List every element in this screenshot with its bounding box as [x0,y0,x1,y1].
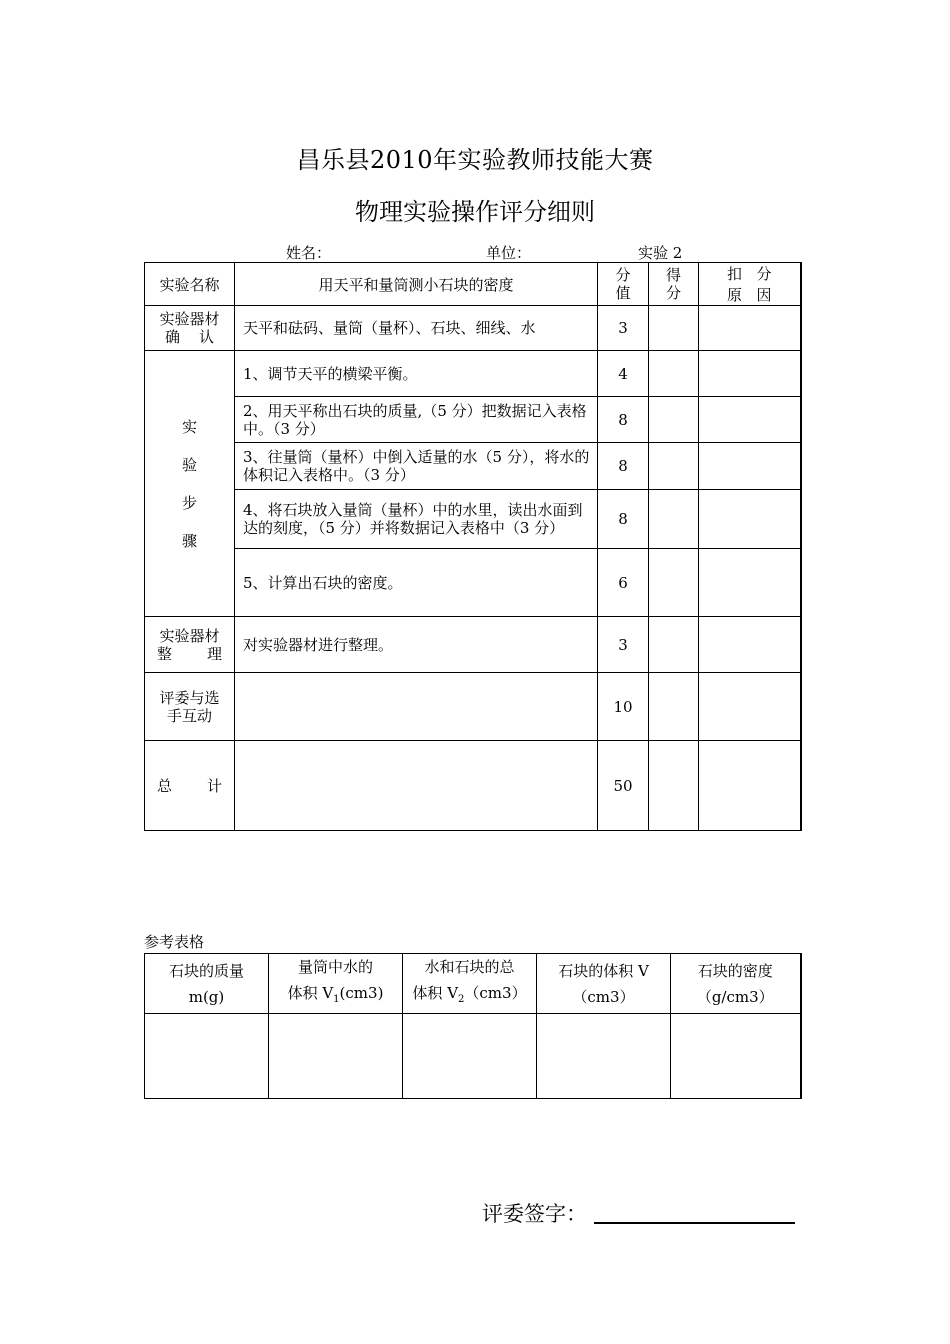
reason-cell[interactable] [699,673,801,741]
mass-input-cell[interactable] [145,1014,269,1099]
score-cell[interactable] [649,617,699,673]
step-row [145,351,801,397]
page-title: 昌乐县2010年实验教师技能大赛 [296,146,654,174]
total-row [145,741,801,831]
reason-cell[interactable] [699,490,801,549]
experiment-name-label: 实验名称 [145,263,235,306]
step-desc: 5、计算出石块的密度。 [235,549,598,617]
reason-cell[interactable] [699,617,801,673]
total-points: 50 [598,741,649,831]
equipment-tidy-points: 3 [598,617,649,673]
volume-input-cell[interactable] [537,1014,671,1099]
steps-label: 实 验 步 骤 [145,351,235,617]
reason-cell[interactable] [699,549,801,617]
name-label: 姓名： [286,244,332,262]
interaction-desc [235,673,598,741]
experiment-label: 实验 2 [638,244,683,262]
reason-cell[interactable] [699,351,801,397]
reason-cell[interactable] [699,397,801,443]
stone-density-header: 石块的密度 （g/cm3） [671,954,801,1014]
step-points: 8 [598,490,649,549]
score-table [144,262,802,831]
step-points: 6 [598,549,649,617]
step-desc: 1、调节天平的横梁平衡。 [235,351,598,397]
total-desc [235,741,598,831]
signature-line[interactable] [594,1222,795,1224]
score-cell[interactable] [649,306,699,351]
equipment-check-row [145,306,801,351]
stone-volume-header: 石块的体积 V （cm3） [537,954,671,1014]
reference-data-row [145,1014,801,1099]
density-input-cell[interactable] [671,1014,801,1099]
step-row [145,443,801,490]
v1-input-cell[interactable] [269,1014,403,1099]
score-cell[interactable] [649,673,699,741]
step-desc: 4、将石块放入量筒（量杯）中的水里，读出水面到达的刻度，（5 分）并将数据记入表格中（3 分） [235,490,598,549]
judge-signature-label: 评委签字： [482,1202,587,1226]
score-cell[interactable] [649,443,699,490]
step-desc: 3、往量筒（量杯）中倒入适量的水（5 分），将水的体积记入表格中。（3 分） [235,443,598,490]
unit-label: 单位： [486,244,532,262]
reason-cell[interactable] [699,741,801,831]
step-row [145,549,801,617]
equipment-tidy-label: 实验器材 整 理 [145,617,235,673]
score-cell[interactable] [649,490,699,549]
step-points: 8 [598,397,649,443]
step-desc: 2、用天平称出石块的质量,（5 分）把数据记入表格中。（3 分） [235,397,598,443]
reference-table-label: 参考表格 [144,933,205,951]
page-subtitle: 物理实验操作评分细则 [355,198,595,226]
interaction-points: 10 [598,673,649,741]
equipment-check-desc: 天平和砝码、量筒（量杯）、石块、细线、水 [235,306,598,351]
score-cell[interactable] [649,397,699,443]
reason-cell[interactable] [699,306,801,351]
stone-mass-header: 石块的质量 m(g) [145,954,269,1014]
total-volume-header: 水和石块的总 体积 $V_2(cm3)$ [403,954,537,1014]
score-header: 得 分 [649,263,699,306]
water-volume-header: 量筒中水的 体积 $V_1(cm3)$ [269,954,403,1014]
reference-header-row [145,954,801,1014]
reference-table [144,953,802,1099]
equipment-tidy-row [145,617,801,673]
step-row [145,490,801,549]
equipment-tidy-desc: 对实验器材进行整理。 [235,617,598,673]
score-cell[interactable] [649,549,699,617]
equipment-check-label: 实验器材 确 认 [145,306,235,351]
interaction-label: 评委与选 手互动 [145,673,235,741]
step-row [145,397,801,443]
interaction-row [145,673,801,741]
points-header: 分 值 [598,263,649,306]
total-score-cell[interactable] [649,741,699,831]
step-points: 8 [598,443,649,490]
experiment-name: 用天平和量筒测小石块的密度 [235,263,598,306]
score-cell[interactable] [649,351,699,397]
deduction-reason-header: 扣 分 原 因 [699,263,801,306]
v2-input-cell[interactable] [403,1014,537,1099]
reason-cell[interactable] [699,443,801,490]
equipment-check-points: 3 [598,306,649,351]
step-points: 4 [598,351,649,397]
total-label: 总 计 [145,741,235,831]
header-row [145,263,801,306]
